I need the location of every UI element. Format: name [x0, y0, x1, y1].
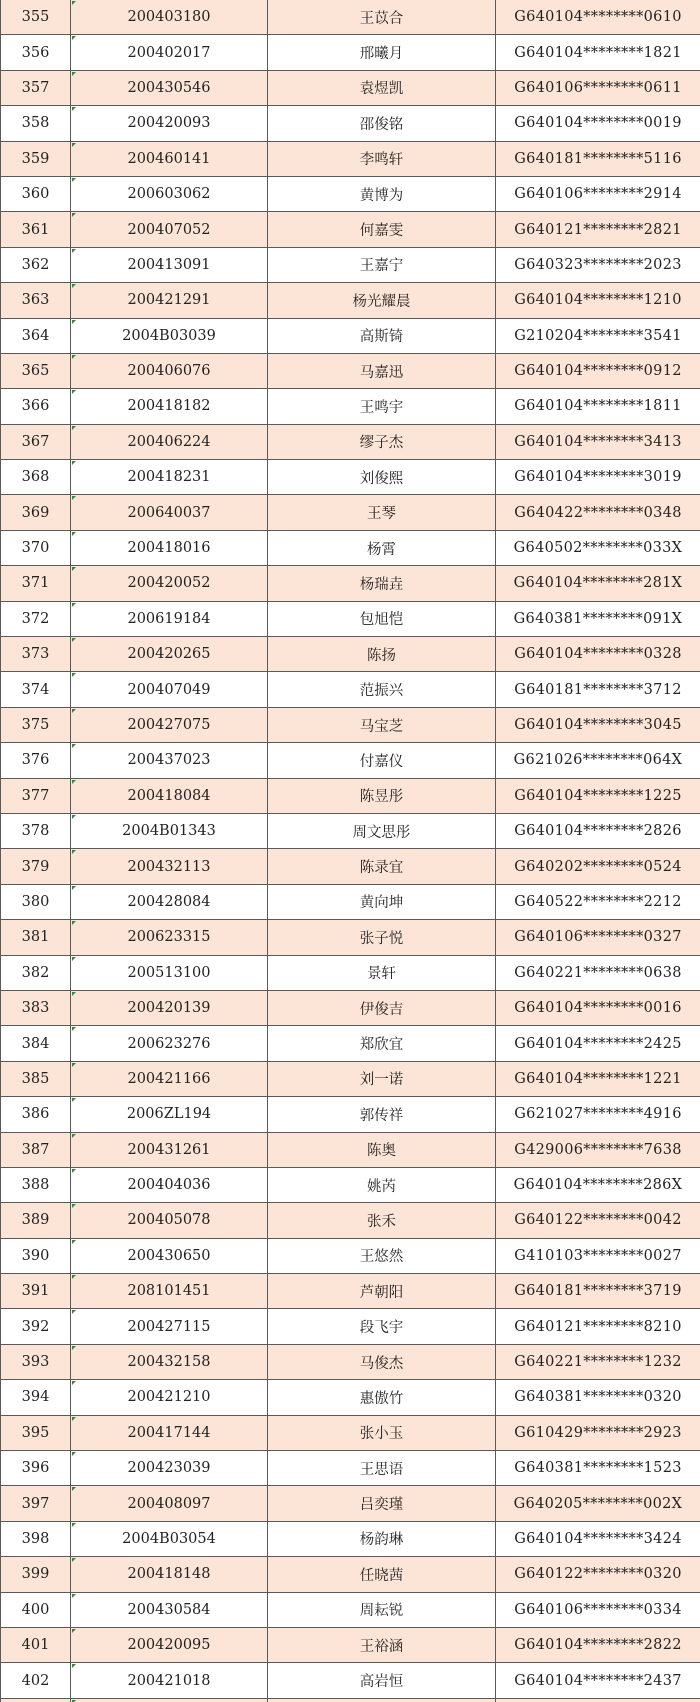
id-number-cell[interactable]: G640104********1811: [496, 389, 700, 424]
id-number-cell[interactable]: G640181********5116: [496, 141, 700, 176]
table-body: [1, 0, 700, 1702]
student-id-cell[interactable]: 200420052: [71, 566, 268, 601]
table-row: [1, 460, 700, 495]
student-id-cell[interactable]: 200619184: [71, 601, 268, 636]
id-number-cell[interactable]: G640221********0638: [496, 955, 700, 990]
name-cell[interactable]: 刘俊熙: [268, 460, 496, 495]
table-row: [1, 106, 700, 141]
row-number-cell[interactable]: 363: [1, 283, 71, 318]
id-number-cell[interactable]: G640106********0334: [496, 1592, 700, 1627]
table-row: [1, 1167, 700, 1202]
student-id-cell[interactable]: 200460141: [71, 141, 268, 176]
id-number-cell[interactable]: G640104********3019: [496, 460, 700, 495]
table-row: [1, 495, 700, 530]
student-id-cell[interactable]: 200406224: [71, 424, 268, 459]
student-id-cell[interactable]: 200418148: [71, 1557, 268, 1592]
table-row: [1, 0, 700, 35]
row-number-cell[interactable]: 388: [1, 1167, 71, 1202]
id-number-cell[interactable]: [496, 1698, 700, 1702]
table-row: [1, 990, 700, 1025]
name-cell[interactable]: 芦朝阳: [268, 1274, 496, 1309]
student-id-cell[interactable]: 200421210: [71, 1380, 268, 1415]
name-cell[interactable]: 伊俊吉: [268, 990, 496, 1025]
id-number-cell[interactable]: G640121********8210: [496, 1309, 700, 1344]
name-cell[interactable]: 高斯锜: [268, 318, 496, 353]
name-cell[interactable]: 张禾: [268, 1203, 496, 1238]
id-number-cell[interactable]: G640381********0320: [496, 1380, 700, 1415]
name-cell[interactable]: 缪子杰: [268, 424, 496, 459]
row-number-cell[interactable]: 384: [1, 1026, 71, 1061]
id-number-cell[interactable]: G640104********1221: [496, 1061, 700, 1096]
row-number-cell[interactable]: 359: [1, 141, 71, 176]
id-number-cell[interactable]: G640104********0328: [496, 637, 700, 672]
student-id-cell[interactable]: 200420095: [71, 1627, 268, 1662]
name-cell[interactable]: 陈奥: [268, 1132, 496, 1167]
name-cell[interactable]: 马宝芝: [268, 707, 496, 742]
table-row: [1, 637, 700, 672]
student-id-cell[interactable]: 200404036: [71, 1167, 268, 1202]
row-number-cell[interactable]: 371: [1, 566, 71, 601]
student-id-cell[interactable]: 208101451: [71, 1274, 268, 1309]
id-number-cell[interactable]: G640121********2821: [496, 212, 700, 247]
student-id-cell[interactable]: 200408097: [71, 1486, 268, 1521]
row-number-cell[interactable]: 357: [1, 70, 71, 105]
student-id-cell[interactable]: 200623276: [71, 1026, 268, 1061]
table-row: [1, 884, 700, 919]
id-number-cell[interactable]: G640381********091X: [496, 601, 700, 636]
row-number-cell[interactable]: 376: [1, 743, 71, 778]
name-cell[interactable]: 杨韵琳: [268, 1521, 496, 1556]
id-number-cell[interactable]: G640104********2826: [496, 813, 700, 848]
name-cell[interactable]: 范振兴: [268, 672, 496, 707]
row-number-cell[interactable]: 356: [1, 35, 71, 70]
id-number-cell[interactable]: G640104********3045: [496, 707, 700, 742]
name-cell[interactable]: 王苡合: [268, 0, 496, 35]
name-cell[interactable]: 惠傲竹: [268, 1380, 496, 1415]
student-id-cell[interactable]: 2004B03054: [71, 1521, 268, 1556]
student-id-cell[interactable]: 200407052: [71, 212, 268, 247]
row-number-cell[interactable]: 399: [1, 1557, 71, 1592]
name-cell[interactable]: 杨瑞垚: [268, 566, 496, 601]
name-cell[interactable]: 杨光耀晨: [268, 283, 496, 318]
row-number-cell[interactable]: 364: [1, 318, 71, 353]
name-cell[interactable]: 景轩: [268, 955, 496, 990]
row-number-cell[interactable]: 402: [1, 1663, 71, 1698]
student-id-cell[interactable]: 200418231: [71, 460, 268, 495]
table-row: [1, 672, 700, 707]
id-number-cell[interactable]: G640104********0019: [496, 106, 700, 141]
table-row: [1, 247, 700, 282]
row-number-cell[interactable]: 392: [1, 1309, 71, 1344]
row-number-cell[interactable]: 398: [1, 1521, 71, 1556]
id-number-cell[interactable]: G640221********1232: [496, 1344, 700, 1379]
table-row: [1, 1061, 700, 1096]
row-number-cell[interactable]: 362: [1, 247, 71, 282]
name-cell[interactable]: 黄向坤: [268, 884, 496, 919]
row-number-cell[interactable]: 355: [1, 0, 71, 35]
table-row: [1, 1344, 700, 1379]
id-number-cell[interactable]: G640381********1523: [496, 1451, 700, 1486]
table-row: [1, 566, 700, 601]
name-cell[interactable]: 周耘锐: [268, 1592, 496, 1627]
row-number-cell[interactable]: 397: [1, 1486, 71, 1521]
student-id-cell[interactable]: 200513100: [71, 955, 268, 990]
student-id-cell[interactable]: 200431261: [71, 1132, 268, 1167]
student-id-cell[interactable]: 200402017: [71, 35, 268, 70]
table-row: [1, 1380, 700, 1415]
table-row: [1, 1521, 700, 1556]
table-row: [1, 141, 700, 176]
row-number-cell[interactable]: 361: [1, 212, 71, 247]
student-id-cell[interactable]: 200423039: [71, 1451, 268, 1486]
row-number-cell[interactable]: 385: [1, 1061, 71, 1096]
name-cell[interactable]: 陈扬: [268, 637, 496, 672]
row-number-cell[interactable]: 379: [1, 849, 71, 884]
id-number-cell[interactable]: G640104********2822: [496, 1627, 700, 1662]
name-cell[interactable]: 段飞宇: [268, 1309, 496, 1344]
name-cell[interactable]: 姚芮: [268, 1167, 496, 1202]
table-row: [1, 1557, 700, 1592]
name-cell[interactable]: 马嘉迅: [268, 353, 496, 388]
name-cell[interactable]: 郭传祥: [268, 1097, 496, 1132]
name-cell[interactable]: 王裕涵: [268, 1627, 496, 1662]
row-number-cell[interactable]: 368: [1, 460, 71, 495]
name-cell[interactable]: 李鸣轩: [268, 141, 496, 176]
student-id-cell[interactable]: 200403180: [71, 0, 268, 35]
name-cell[interactable]: [268, 1698, 496, 1702]
id-number-cell[interactable]: G640502********033X: [496, 530, 700, 565]
student-id-cell[interactable]: 200603062: [71, 176, 268, 211]
row-number-cell[interactable]: 366: [1, 389, 71, 424]
row-number-cell[interactable]: 387: [1, 1132, 71, 1167]
table-row: [1, 389, 700, 424]
student-id-cell[interactable]: 200430650: [71, 1238, 268, 1273]
id-number-cell[interactable]: G610429********2923: [496, 1415, 700, 1450]
row-number-cell[interactable]: 401: [1, 1627, 71, 1662]
table-row: [1, 1274, 700, 1309]
name-cell[interactable]: 何嘉雯: [268, 212, 496, 247]
student-id-cell[interactable]: 200418182: [71, 389, 268, 424]
row-number-cell[interactable]: 390: [1, 1238, 71, 1273]
row-number-cell[interactable]: 377: [1, 778, 71, 813]
student-id-cell[interactable]: 200420265: [71, 637, 268, 672]
student-id-cell[interactable]: 200406076: [71, 353, 268, 388]
table-row: [1, 849, 700, 884]
id-number-cell[interactable]: G640106********2914: [496, 176, 700, 211]
id-number-cell[interactable]: G640104********0016: [496, 990, 700, 1025]
student-id-cell[interactable]: 2006ZL194: [71, 1097, 268, 1132]
student-id-cell[interactable]: 200421291: [71, 283, 268, 318]
name-cell[interactable]: 郑欣宜: [268, 1026, 496, 1061]
student-id-cell[interactable]: 200405078: [71, 1203, 268, 1238]
table-row: [1, 1698, 700, 1702]
row-number-cell[interactable]: 389: [1, 1203, 71, 1238]
row-number-cell[interactable]: 365: [1, 353, 71, 388]
student-id-cell[interactable]: 200421166: [71, 1061, 268, 1096]
name-cell[interactable]: 陈昱彤: [268, 778, 496, 813]
table-row: [1, 283, 700, 318]
name-cell[interactable]: 邵俊铭: [268, 106, 496, 141]
row-number-cell[interactable]: 367: [1, 424, 71, 459]
id-number-cell[interactable]: G640104********281X: [496, 566, 700, 601]
table-row: [1, 778, 700, 813]
student-id-cell[interactable]: 200623315: [71, 920, 268, 955]
name-cell[interactable]: 袁煜凯: [268, 70, 496, 105]
student-id-cell[interactable]: 2004B01343: [71, 813, 268, 848]
student-id-cell[interactable]: 200432113: [71, 849, 268, 884]
row-number-cell[interactable]: 375: [1, 707, 71, 742]
row-number-cell[interactable]: 391: [1, 1274, 71, 1309]
id-number-cell[interactable]: G640104********3424: [496, 1521, 700, 1556]
name-cell[interactable]: 王鸣宇: [268, 389, 496, 424]
table-row: [1, 1132, 700, 1167]
row-number-cell[interactable]: 358: [1, 106, 71, 141]
student-id-cell[interactable]: 200437023: [71, 743, 268, 778]
name-cell[interactable]: 高岩恒: [268, 1663, 496, 1698]
row-number-cell[interactable]: 380: [1, 884, 71, 919]
row-number-cell[interactable]: 372: [1, 601, 71, 636]
row-number-cell[interactable]: 393: [1, 1344, 71, 1379]
id-number-cell[interactable]: G640522********2212: [496, 884, 700, 919]
row-number-cell[interactable]: 370: [1, 530, 71, 565]
row-number-cell[interactable]: 382: [1, 955, 71, 990]
id-number-cell[interactable]: G640106********0327: [496, 920, 700, 955]
id-number-cell[interactable]: G640104********0610: [496, 0, 700, 35]
student-id-cell[interactable]: 200430546: [71, 70, 268, 105]
name-cell[interactable]: 王琴: [268, 495, 496, 530]
name-cell[interactable]: 杨霄: [268, 530, 496, 565]
id-number-cell[interactable]: G640181********3712: [496, 672, 700, 707]
row-number-cell[interactable]: 360: [1, 176, 71, 211]
id-number-cell[interactable]: G640422********0348: [496, 495, 700, 530]
name-cell[interactable]: 包旭恺: [268, 601, 496, 636]
row-number-cell[interactable]: 378: [1, 813, 71, 848]
table-row: [1, 1592, 700, 1627]
row-number-cell[interactable]: 395: [1, 1415, 71, 1450]
id-number-cell[interactable]: G640104********1225: [496, 778, 700, 813]
student-id-cell[interactable]: 200417144: [71, 1415, 268, 1450]
table-row: [1, 353, 700, 388]
id-number-cell[interactable]: G640104********2437: [496, 1663, 700, 1698]
student-id-cell[interactable]: 200421018: [71, 1663, 268, 1698]
id-number-cell[interactable]: G640202********0524: [496, 849, 700, 884]
name-cell[interactable]: 马俊杰: [268, 1344, 496, 1379]
row-number-cell[interactable]: 369: [1, 495, 71, 530]
name-cell[interactable]: 黄博为: [268, 176, 496, 211]
table-row: [1, 1451, 700, 1486]
name-cell[interactable]: 张小玉: [268, 1415, 496, 1450]
row-number-cell[interactable]: 386: [1, 1097, 71, 1132]
id-number-cell[interactable]: G640104********1210: [496, 283, 700, 318]
table-row: [1, 424, 700, 459]
student-id-cell[interactable]: 200418016: [71, 530, 268, 565]
name-cell[interactable]: 周文思彤: [268, 813, 496, 848]
id-number-cell[interactable]: G640181********3719: [496, 1274, 700, 1309]
table-row: [1, 955, 700, 990]
table-row: [1, 1026, 700, 1061]
name-cell[interactable]: 陈录宜: [268, 849, 496, 884]
id-number-cell[interactable]: G210204********3541: [496, 318, 700, 353]
table-row: [1, 707, 700, 742]
student-id-cell[interactable]: 200420139: [71, 990, 268, 1025]
id-number-cell[interactable]: G621026********064X: [496, 743, 700, 778]
id-number-cell[interactable]: G640122********0320: [496, 1557, 700, 1592]
student-id-cell[interactable]: 200407049: [71, 672, 268, 707]
table-row: [1, 1203, 700, 1238]
name-cell[interactable]: 王悠然: [268, 1238, 496, 1273]
table-row: [1, 1238, 700, 1273]
id-number-cell[interactable]: G640104********286X: [496, 1167, 700, 1202]
name-cell[interactable]: 邢曦月: [268, 35, 496, 70]
name-cell[interactable]: 王嘉宁: [268, 247, 496, 282]
table-row: [1, 920, 700, 955]
row-number-cell[interactable]: 374: [1, 672, 71, 707]
table-row: [1, 1309, 700, 1344]
table-row: [1, 813, 700, 848]
student-id-cell[interactable]: [71, 1698, 268, 1702]
table-row: [1, 318, 700, 353]
table-row: [1, 1415, 700, 1450]
student-id-cell[interactable]: 200420093: [71, 106, 268, 141]
id-number-cell[interactable]: G640104********0912: [496, 353, 700, 388]
id-number-cell[interactable]: G640104********3413: [496, 424, 700, 459]
table-row: [1, 530, 700, 565]
table-row: [1, 1097, 700, 1132]
table-row: [1, 1627, 700, 1662]
name-cell[interactable]: 王思语: [268, 1451, 496, 1486]
student-id-cell[interactable]: 200418084: [71, 778, 268, 813]
id-number-cell[interactable]: G640323********2023: [496, 247, 700, 282]
table-row: [1, 212, 700, 247]
id-number-cell[interactable]: G621027********4916: [496, 1097, 700, 1132]
table-row: [1, 601, 700, 636]
row-number-cell[interactable]: 396: [1, 1451, 71, 1486]
id-number-cell[interactable]: G640122********0042: [496, 1203, 700, 1238]
table-row: [1, 70, 700, 105]
row-number-cell[interactable]: [1, 1698, 71, 1702]
table-row: [1, 1663, 700, 1698]
student-id-cell[interactable]: 200427115: [71, 1309, 268, 1344]
name-cell[interactable]: 张子悦: [268, 920, 496, 955]
table-row: [1, 35, 700, 70]
id-number-cell[interactable]: G429006********7638: [496, 1132, 700, 1167]
student-id-cell[interactable]: 200640037: [71, 495, 268, 530]
id-number-cell[interactable]: G410103********0027: [496, 1238, 700, 1273]
id-number-cell[interactable]: G640205********002X: [496, 1486, 700, 1521]
row-number-cell[interactable]: 373: [1, 637, 71, 672]
id-number-cell[interactable]: G640104********2425: [496, 1026, 700, 1061]
table-row: [1, 1486, 700, 1521]
row-number-cell[interactable]: 381: [1, 920, 71, 955]
row-number-cell[interactable]: 394: [1, 1380, 71, 1415]
student-id-cell[interactable]: 200428084: [71, 884, 268, 919]
student-id-cell[interactable]: 2004B03039: [71, 318, 268, 353]
name-cell[interactable]: 任晓茜: [268, 1557, 496, 1592]
student-id-cell[interactable]: 200432158: [71, 1344, 268, 1379]
id-number-cell[interactable]: G640106********0611: [496, 70, 700, 105]
name-cell[interactable]: 吕奕瑾: [268, 1486, 496, 1521]
table-row: [1, 176, 700, 211]
student-id-cell[interactable]: 200427075: [71, 707, 268, 742]
student-id-cell[interactable]: 200430584: [71, 1592, 268, 1627]
student-id-cell[interactable]: 200413091: [71, 247, 268, 282]
name-cell[interactable]: 刘一诺: [268, 1061, 496, 1096]
table-row: [1, 743, 700, 778]
id-number-cell[interactable]: G640104********1821: [496, 35, 700, 70]
name-cell[interactable]: 付嘉仪: [268, 743, 496, 778]
row-number-cell[interactable]: 383: [1, 990, 71, 1025]
row-number-cell[interactable]: 400: [1, 1592, 71, 1627]
